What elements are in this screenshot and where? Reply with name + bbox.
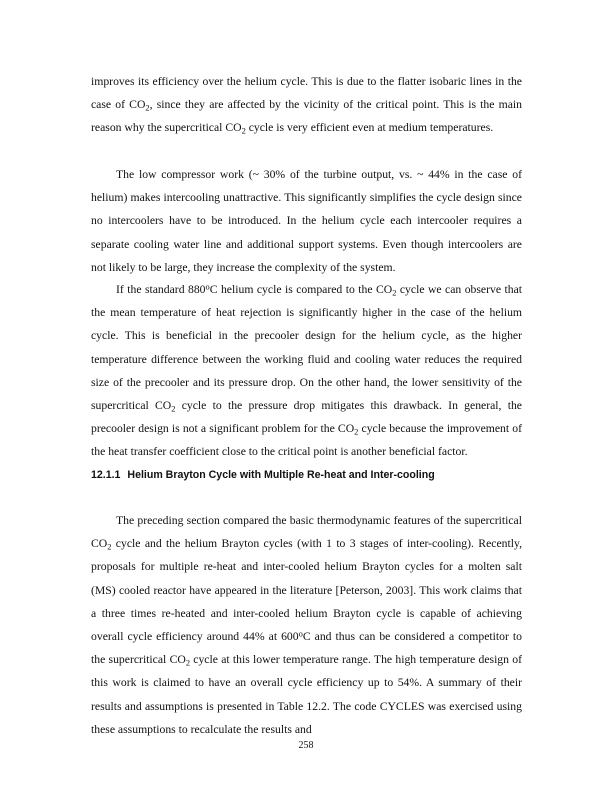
- subscript: 2: [354, 426, 359, 437]
- superscript: o: [298, 628, 303, 639]
- superscript: o: [205, 281, 210, 292]
- paragraph: If the standard 880$^o$C helium cycle is compared to the $CO_2$ cycle we can observe that the mean temperature of heat rejection is significantly higher in the case of the helium cycle. This is beneficial in the precooler design for the helium cycle, as the higher temperature difference between the working fluid and cooling water reduces the required size of the precooler and its pressure drop. On the other hand, the lower sensitivity of the supercritical $CO_2$ cycle to the pressure drop mitigates this drawback. In general, the precooler design is not a significant problem for the $CO_2$ cycle because the improvement of the heat transfer coefficient close to the critical point is another beneficial factor.: [91, 281, 523, 459]
- paragraph: The preceding section compared the basic thermodynamic features of the supercritical $CO_2$ cycle and the helium Brayton cycles (with 1 to 3 stages of inter-cooling). Recently, proposals for multiple re-heat and inter-cooled helium Brayton cycles for a molten salt (MS) cooled reactor have appeared in the literature [Peterson, 2003]. This work claims that a three times re-heated and inter-cooled helium Brayton cycle is capable of achieving overall cycle efficiency around 44% at 600$^o$C and thus can be considered a competitor to the supercritical $CO_2$ cycle at this lower temperature range. The high temperature design of this work is claimed to have an overall cycle efficiency up to 54%. A summary of their results and assumptions is presented in Table 12.2. The code CYCLES was exercised using these assumptions to recalculate the results and: [91, 514, 522, 736]
- paragraph: The low compressor work (~ 30% of the turbine output, vs. ~ 44% in the case of helium) makes intercooling unattractive. This significantly simplifies the cycle design since no intercoolers have to be introduced. In the helium cycle each intercooler requires a separate cooling water line and additional support systems. Even though intercoolers are not likely to be large, they increase the complexity of the system.: [91, 168, 522, 274]
- subscript: 2: [145, 102, 150, 113]
- section-number: 12.1.1: [91, 469, 121, 481]
- subscript: 2: [171, 403, 176, 414]
- page-number: 258: [298, 740, 314, 751]
- subscript: 2: [241, 125, 246, 136]
- section-title: Helium Brayton Cycle with Multiple Re-heat and Inter-cooling: [127, 469, 435, 481]
- section-heading: [91, 467, 522, 483]
- subscript: 2: [107, 541, 112, 552]
- subscript: 2: [185, 657, 191, 668]
- subscript: 2: [392, 287, 397, 298]
- paragraph: improves its efficiency over the helium cycle. This is due to the flatter isobaric lines in the case of $CO_2$, since they are affected by the vicinity of the critical point. This is the main reason why the supercritical $CO_2$ cycle is very efficient even at medium temperatures.: [91, 75, 522, 136]
